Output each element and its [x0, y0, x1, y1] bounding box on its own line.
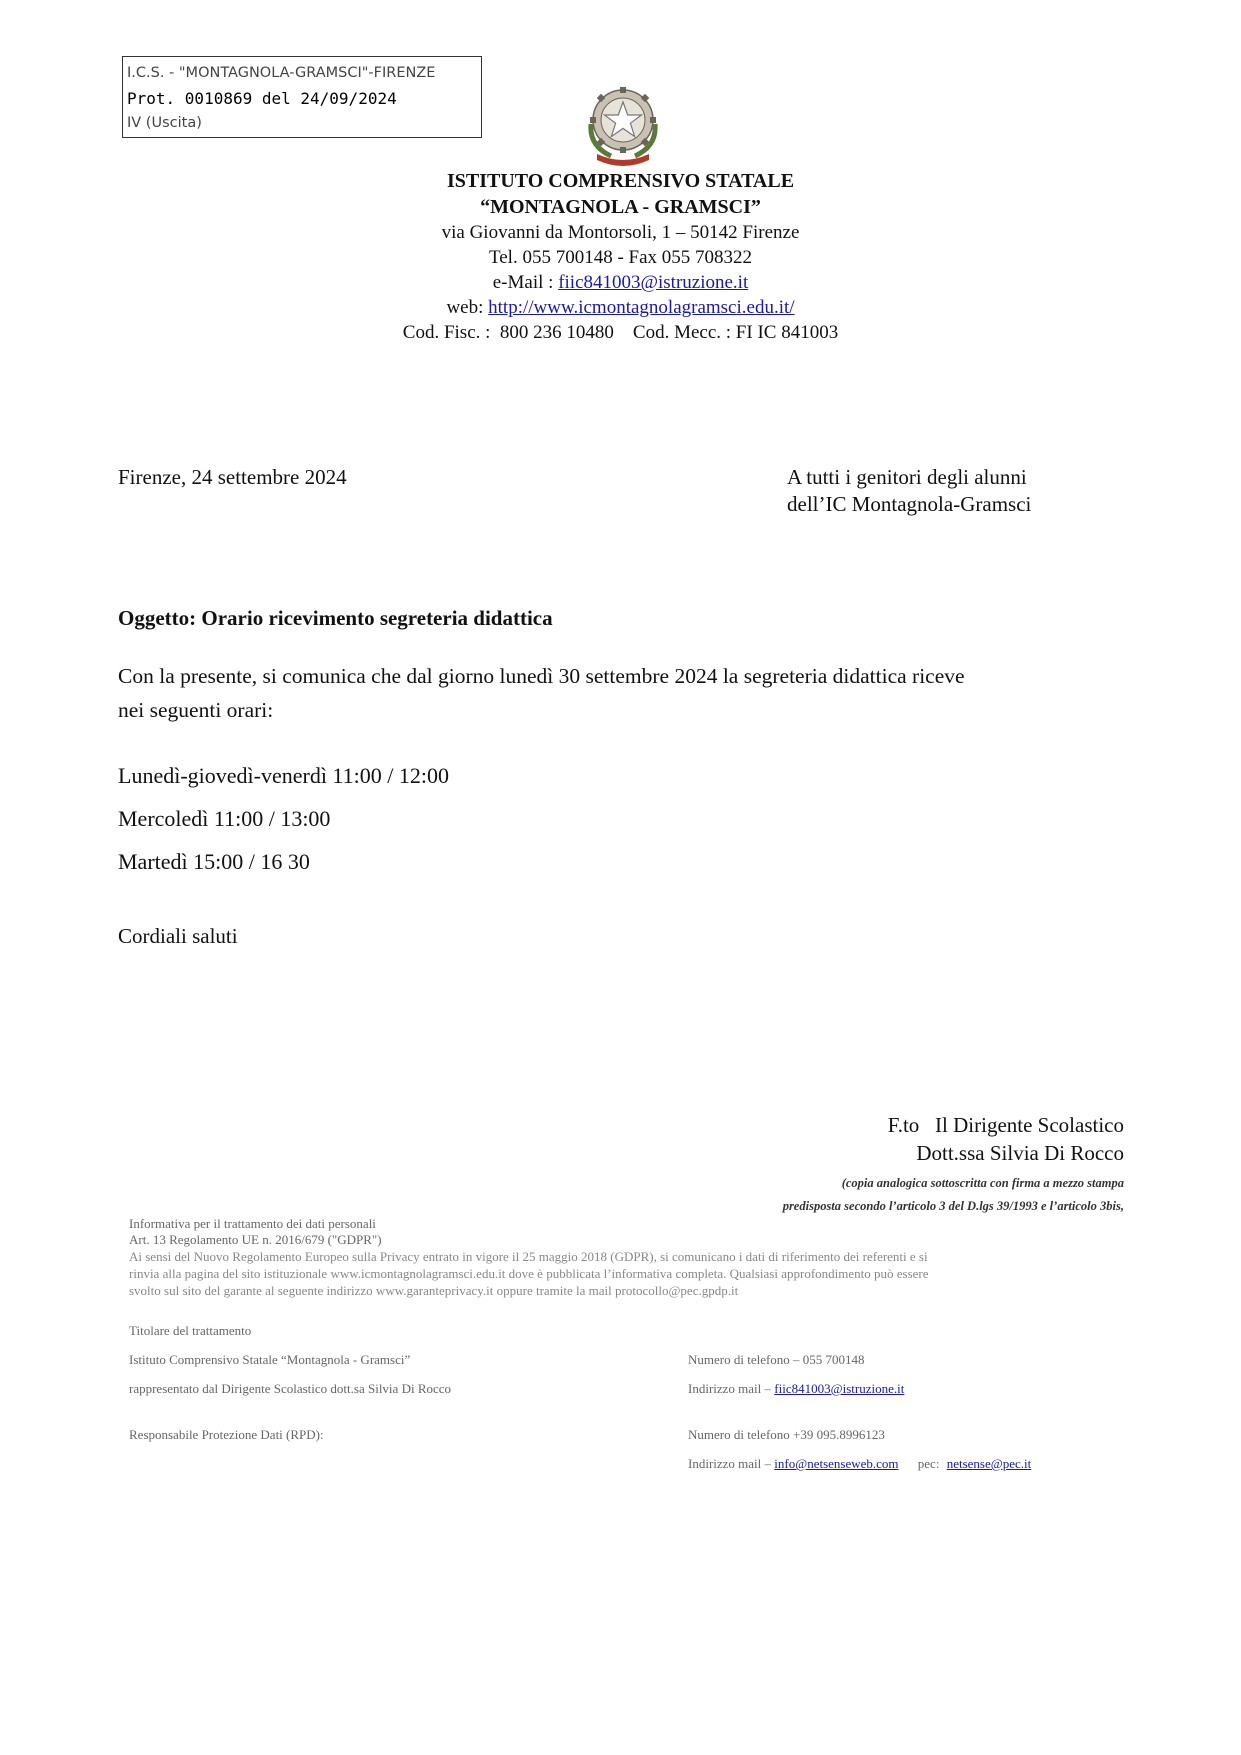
web-label: web:: [446, 297, 489, 318]
holder-mail-line: [688, 1381, 904, 1397]
privacy-article: Art. 13 Regolamento UE n. 2016/679 ("GDPR"): [129, 1232, 382, 1247]
schedule-item: Lunedì-giovedì-venerdì 11:00 / 12:00: [118, 763, 449, 788]
rpd-phone: Numero di telefono +39 095.8996123: [688, 1427, 885, 1442]
schedule-item: Mercoledì 11:00 / 13:00: [118, 806, 331, 831]
holder-phone: Numero di telefono – 055 700148: [688, 1352, 865, 1367]
email-label: e-Mail :: [492, 272, 559, 293]
institute-codes: Cod. Fisc. : 800 236 10480 Cod. Mecc. : FI IC 841003: [402, 322, 839, 343]
signature-note-2: predisposta secondo l’articolo 3 del D.lgs 39/1993 e l’articolo 3bis,: [782, 1199, 1124, 1213]
rpd-label: Responsabile Protezione Dati (RPD):: [129, 1427, 324, 1442]
institute-name: “MONTAGNOLA - GRAMSCI”: [480, 196, 761, 218]
schedule-item: Martedì 15:00 / 16 30: [118, 849, 310, 874]
institute-address: via Giovanni da Montorsoli, 1 – 50142 Firenze: [441, 222, 800, 243]
holder-name: Istituto Comprensivo Statale “Montagnola - Gramsci”: [129, 1352, 411, 1367]
stamp-direction: IV (Uscita): [127, 115, 202, 131]
holder-label: Titolare del trattamento: [129, 1323, 252, 1338]
stamp-protocol-number: Prot. 0010869 del 24/09/2024: [127, 89, 397, 108]
rpd-mail-line: [688, 1456, 1031, 1472]
closing: Cordiali saluti: [118, 924, 238, 948]
signature-name: Dott.ssa Silvia Di Rocco: [916, 1141, 1124, 1165]
stamp-institute: I.C.S. - "MONTAGNOLA-GRAMSCI"-FIRENZE: [127, 65, 436, 81]
institute-web-link[interactable]: http://www.icmontagnolagramsci.edu.it/: [488, 297, 795, 318]
institute-phone: Tel. 055 700148 - Fax 055 708322: [488, 247, 753, 268]
institute-title: ISTITUTO COMPRENSIVO STATALE: [446, 170, 795, 192]
holder-mail-link[interactable]: fiic841003@istruzione.it: [774, 1381, 905, 1396]
rpd-mail-label: Indirizzo mail –: [688, 1456, 775, 1471]
recipient-line-1: A tutti i genitori degli alunni: [787, 465, 1027, 489]
rpd-pec-label: pec:: [917, 1456, 940, 1471]
institute-email-link[interactable]: fiic841003@istruzione.it: [558, 272, 749, 293]
recipient-line-2: dell’IC Montagnola-Gramsci: [787, 492, 1032, 516]
institute-email-line: [300, 272, 941, 294]
holder-mail-label: Indirizzo mail –: [688, 1381, 775, 1396]
protocol-stamp: [122, 56, 482, 138]
holder-representative: rappresentato dal Dirigente Scolastico dott.sa Silvia Di Rocco: [129, 1381, 452, 1396]
place-date: Firenze, 24 settembre 2024: [118, 465, 347, 489]
italian-republic-emblem-icon: [583, 84, 663, 166]
privacy-text-1: Ai sensi del Nuovo Regolamento Europeo sulla Privacy entrato in vigore il 25 maggio 2018 (GDPR), si comunicano i dati di riferimento dei referenti e si: [129, 1249, 928, 1264]
privacy-text-2: rinvia alla pagina del sito istituzionale www.icmontagnolagramsci.edu.it dove è pubblicata l’informativa completa. Qualsiasi approfondimento può essere: [129, 1266, 929, 1281]
privacy-title: Informativa per il trattamento dei dati personali: [129, 1216, 376, 1231]
rpd-pec-link[interactable]: netsense@pec.it: [946, 1456, 1032, 1471]
subject: Oggetto: Orario ricevimento segreteria didattica: [118, 606, 553, 630]
body-line-1: Con la presente, si comunica che dal giorno lunedì 30 settembre 2024 la segreteria didattica riceve: [118, 664, 965, 688]
signature-role: F.to Il Dirigente Scolastico: [887, 1113, 1124, 1137]
institute-web-line: [300, 297, 941, 319]
body-line-2: nei seguenti orari:: [118, 698, 274, 722]
rpd-mail-link[interactable]: info@netsenseweb.com: [774, 1456, 899, 1471]
signature-note-1: (copia analogica sottoscritta con firma a mezzo stampa: [841, 1176, 1124, 1190]
privacy-text-3: svolto sul sito del garante al seguente indirizzo www.garanteprivacy.it oppure tramite la mail protocollo@pec.gpdp.it: [129, 1283, 739, 1298]
